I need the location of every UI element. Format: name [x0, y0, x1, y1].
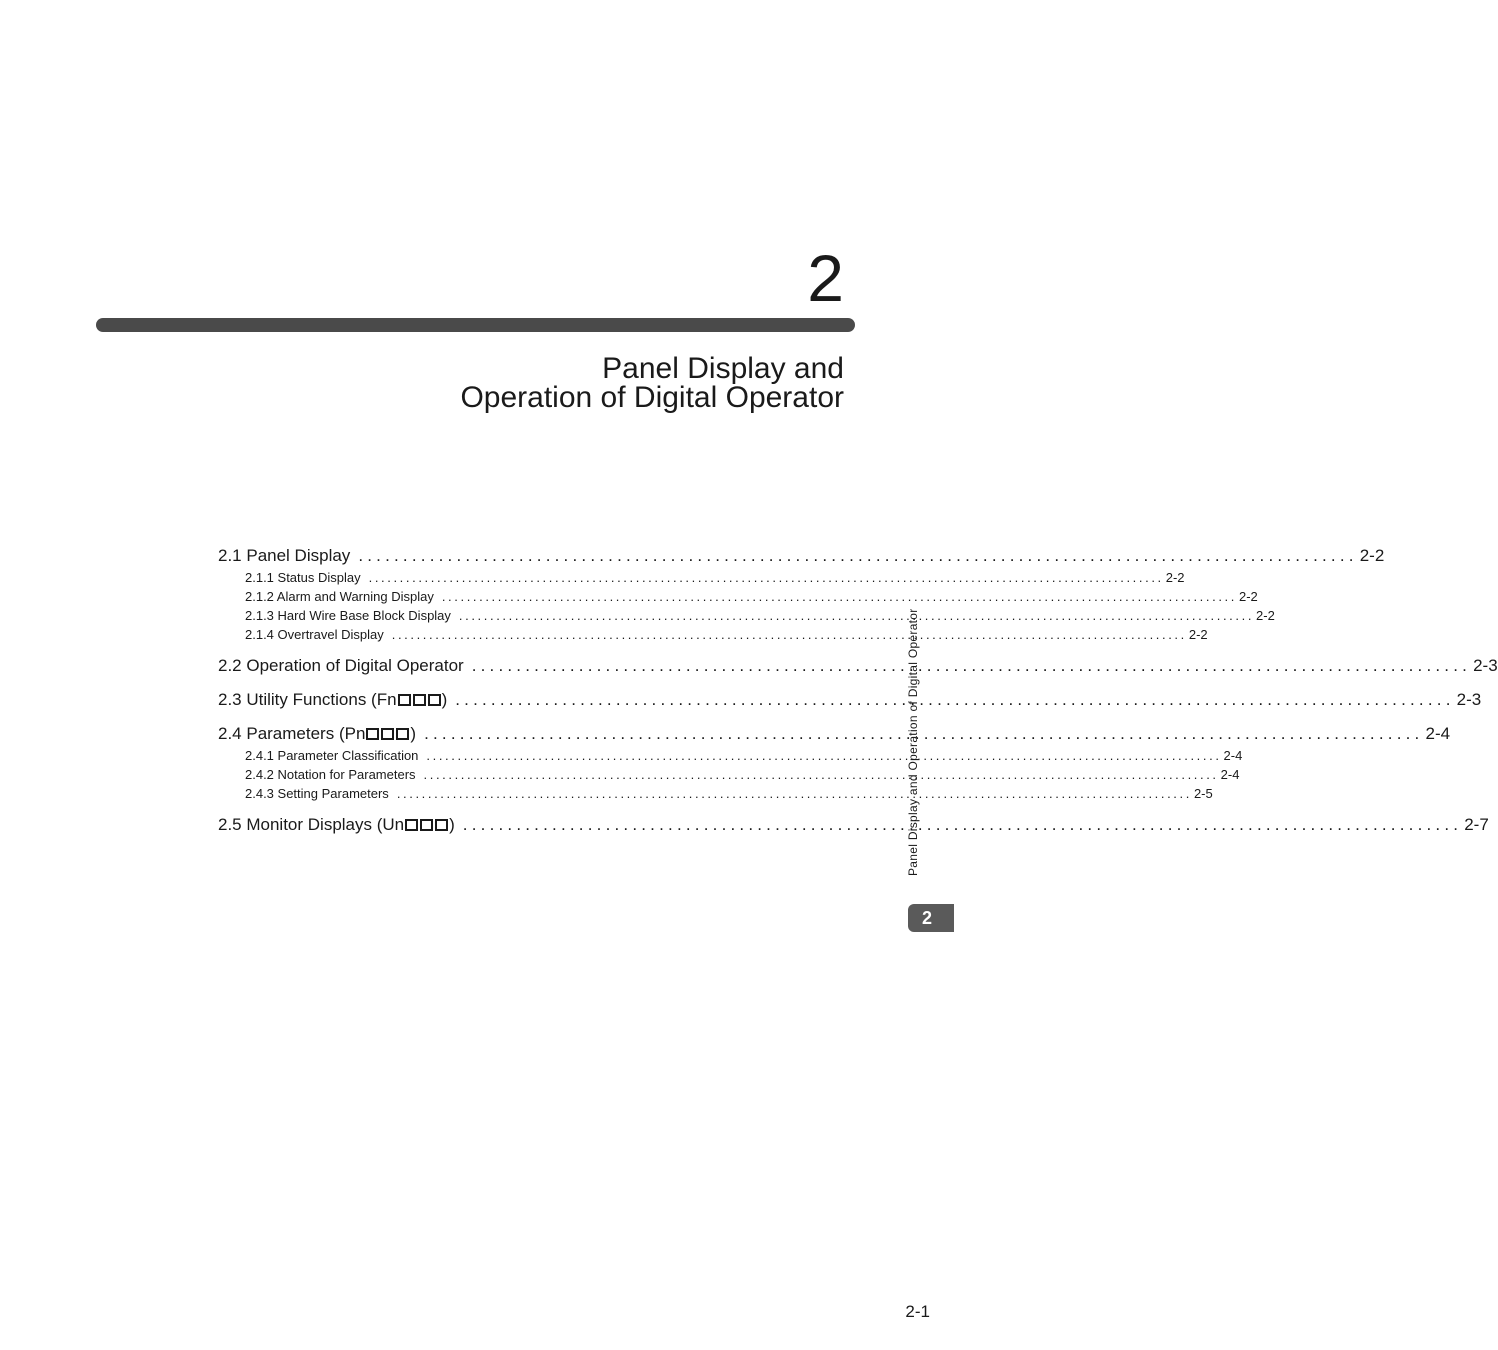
- chapter-title: [460, 354, 844, 412]
- toc-entry-2-1[interactable]: [218, 544, 1385, 568]
- toc-leader: ................................................................................................................: [358, 546, 1358, 565]
- toc-page: 2-3: [1473, 656, 1498, 675]
- toc-leader: ................................................................................................................................: [426, 748, 1222, 763]
- chapter-title-line-2: Operation of Digital Operator: [460, 381, 844, 414]
- placeholder-box-icon: [428, 694, 441, 706]
- chapter-divider-bar: [96, 318, 855, 332]
- toc-label-prefix: 2.4 Parameters (Pn: [218, 724, 366, 743]
- toc-page: 2-4: [1223, 748, 1243, 763]
- toc-leader: ................................................................................................................................: [391, 627, 1187, 642]
- toc-page: 2-4: [1425, 724, 1451, 743]
- toc-page: 2-4: [1220, 767, 1240, 782]
- toc-label-suffix: ): [441, 690, 448, 709]
- toc-entry-2-4-1[interactable]: [218, 746, 1243, 765]
- placeholder-box-icon: [435, 819, 448, 831]
- toc-label: [218, 813, 455, 837]
- toc-label-suffix: ): [410, 724, 417, 743]
- placeholder-box-icon: [413, 694, 426, 706]
- toc-page: 2-2: [1359, 546, 1385, 565]
- toc-leader: ................................................................................................................................: [396, 786, 1192, 801]
- toc-label: 2.4.2 Notation for Parameters: [245, 767, 416, 782]
- toc-label-prefix: 2.3 Utility Functions (Fn: [218, 690, 397, 709]
- toc-page: 2-2: [1238, 589, 1258, 604]
- placeholder-box-icon: [366, 728, 379, 740]
- toc-entry-2-1-2[interactable]: [218, 587, 1258, 606]
- toc-leader: ................................................................................................................................: [441, 589, 1237, 604]
- toc-label: 2.4.1 Parameter Classification: [245, 748, 419, 763]
- toc-entry-2-5[interactable]: [218, 813, 1489, 837]
- side-chapter-label: Panel Display and Operation of Digital Operator: [906, 608, 920, 876]
- toc-leader: ................................................................................................................................: [368, 570, 1164, 585]
- toc-leader: ................................................................................................................................: [458, 608, 1255, 623]
- toc-entry-2-4-3[interactable]: [218, 784, 1213, 803]
- toc-page: 2-2: [1165, 570, 1185, 585]
- toc-page: 2-5: [1193, 786, 1213, 801]
- page-number: 2-1: [905, 1302, 930, 1321]
- toc-leader: ................................................................................................................: [471, 656, 1472, 675]
- toc-page: 2-2: [1188, 627, 1208, 642]
- toc-entry-2-1-4[interactable]: [218, 625, 1208, 644]
- toc-leader: ................................................................................................................: [455, 690, 1455, 709]
- toc-label-prefix: 2.5 Monitor Displays (Un: [218, 815, 405, 834]
- placeholder-box-icon: [381, 728, 394, 740]
- toc-leader: ................................................................................................................: [424, 724, 1424, 743]
- toc-label: 2.1.4 Overtravel Display: [245, 627, 384, 642]
- toc-label: 2.2 Operation of Digital Operator: [218, 656, 464, 675]
- toc-label: [218, 722, 416, 746]
- toc-entry-2-3[interactable]: [218, 688, 1482, 712]
- toc-entry-2-1-1[interactable]: [218, 568, 1185, 587]
- chapter-title-line-1: Panel Display and: [602, 352, 844, 385]
- toc-page: 2-3: [1456, 690, 1482, 709]
- placeholder-box-icon: [405, 819, 418, 831]
- toc-label-suffix: ): [449, 815, 455, 834]
- placeholder-box-icon: [396, 728, 409, 740]
- toc-label: [218, 688, 447, 712]
- toc-entry-2-2[interactable]: [218, 654, 1498, 678]
- toc-entry-2-4[interactable]: [218, 722, 1451, 746]
- toc-leader: ................................................................................................................: [462, 815, 1463, 834]
- toc-leader: ................................................................................................................................: [423, 767, 1219, 782]
- chapter-number: 2: [807, 241, 844, 315]
- toc-page: 2-2: [1256, 608, 1275, 623]
- toc-label: 2.1.3 Hard Wire Base Block Display: [245, 608, 451, 623]
- toc-page: 2-7: [1464, 815, 1489, 834]
- toc-label: 2.1.2 Alarm and Warning Display: [245, 589, 434, 604]
- toc-entry-2-1-3[interactable]: [218, 606, 1275, 625]
- placeholder-box-icon: [420, 819, 433, 831]
- placeholder-box-icon: [398, 694, 411, 706]
- toc-label: 2.4.3 Setting Parameters: [245, 786, 389, 801]
- toc-label: 2.1.1 Status Display: [245, 570, 361, 585]
- side-chapter-tab[interactable]: 2: [908, 904, 954, 932]
- toc-entry-2-4-2[interactable]: [218, 765, 1240, 784]
- toc-label: 2.1 Panel Display: [218, 546, 351, 565]
